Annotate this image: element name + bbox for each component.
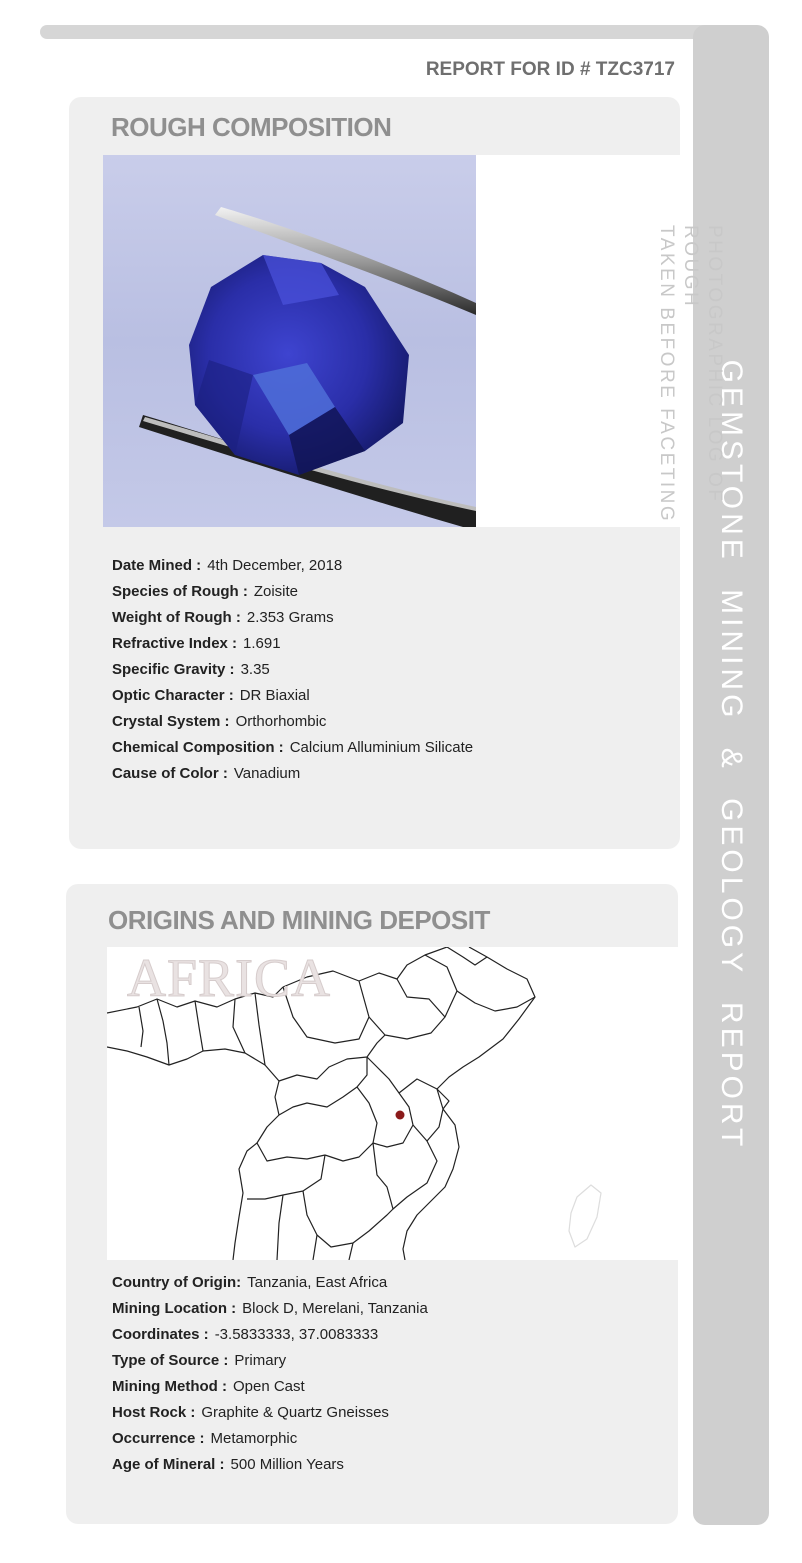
detail-row (112, 1404, 428, 1430)
detail-label: Species of Rough : (112, 583, 248, 600)
detail-value: 2.353 Grams (246, 609, 334, 626)
origins-heading: ORIGINS AND MINING DEPOSIT (108, 905, 490, 935)
origins-details-list (112, 1274, 428, 1482)
detail-value: Calcium Alluminium Silicate (289, 739, 474, 756)
detail-row (112, 1378, 428, 1404)
detail-row (112, 713, 473, 739)
detail-label: Specific Gravity : (112, 661, 235, 678)
detail-row (112, 557, 473, 583)
detail-value: 4th December, 2018 (207, 557, 343, 574)
map-label: AFRICA (127, 948, 332, 1008)
detail-label: Cause of Color : (112, 765, 228, 782)
detail-label: Host Rock : (112, 1404, 196, 1421)
detail-label: Type of Source : (112, 1352, 229, 1369)
detail-row (112, 1430, 428, 1456)
detail-value: 3.35 (240, 661, 270, 678)
detail-row (112, 1326, 428, 1352)
detail-label: Mining Method : (112, 1378, 227, 1395)
detail-value: Orthorhombic (235, 713, 327, 730)
detail-value: Zoisite (253, 583, 299, 600)
location-marker (396, 1111, 405, 1120)
photo-caption-line-2: TAKEN BEFORE FACETING (656, 225, 677, 524)
detail-row (112, 739, 473, 765)
detail-label: Occurrence : (112, 1430, 205, 1447)
detail-value: Metamorphic (210, 1430, 298, 1447)
gemstone-photo (103, 155, 476, 527)
detail-label: Date Mined : (112, 557, 202, 574)
detail-label: Coordinates : (112, 1326, 209, 1343)
detail-value: Open Cast (232, 1378, 305, 1395)
detail-label: Weight of Rough : (112, 609, 241, 626)
detail-value: Vanadium (233, 765, 301, 782)
detail-value: Tanzania, East Africa (247, 1274, 388, 1291)
report-id: REPORT FOR ID # TZC3717 (425, 59, 675, 80)
detail-label: Crystal System : (112, 713, 230, 730)
detail-row (112, 583, 473, 609)
photo-caption-line-1: PHOTOGRAPHIC LOG OF ROUGH (680, 225, 725, 504)
detail-row (112, 635, 473, 661)
top-decorative-bar (40, 25, 740, 39)
detail-value: 1.691 (243, 635, 281, 652)
detail-row (112, 1300, 428, 1326)
detail-value: Primary (234, 1352, 287, 1369)
origins-card (66, 884, 678, 1524)
detail-row (112, 661, 473, 687)
photo-caption (654, 225, 726, 565)
detail-label: Country of Origin: (112, 1274, 242, 1291)
detail-value: Block D, Merelani, Tanzania (242, 1300, 428, 1317)
detail-value: Graphite & Quartz Gneisses (201, 1404, 389, 1421)
detail-label: Age of Mineral : (112, 1456, 225, 1473)
report-side-title: GEMSTONE MINING & GEOLOGY REPORT (715, 359, 748, 1151)
detail-label: Mining Location : (112, 1300, 237, 1317)
detail-value: -3.5833333, 37.0083333 (214, 1326, 379, 1343)
detail-label: Optic Character : (112, 687, 234, 704)
detail-label: Refractive Index : (112, 635, 238, 652)
map-area (107, 947, 678, 1260)
detail-row (112, 1352, 428, 1378)
detail-row (112, 1456, 428, 1482)
rough-details-list (112, 557, 473, 791)
detail-label: Chemical Composition : (112, 739, 284, 756)
detail-row (112, 609, 473, 635)
detail-row (112, 765, 473, 791)
detail-value: 500 Million Years (230, 1456, 344, 1473)
detail-row (112, 1274, 428, 1300)
detail-row (112, 687, 473, 713)
rough-composition-card (69, 97, 725, 849)
detail-value: DR Biaxial (239, 687, 310, 704)
rough-composition-heading: ROUGH COMPOSITION (111, 112, 392, 142)
photo-area (103, 155, 725, 527)
